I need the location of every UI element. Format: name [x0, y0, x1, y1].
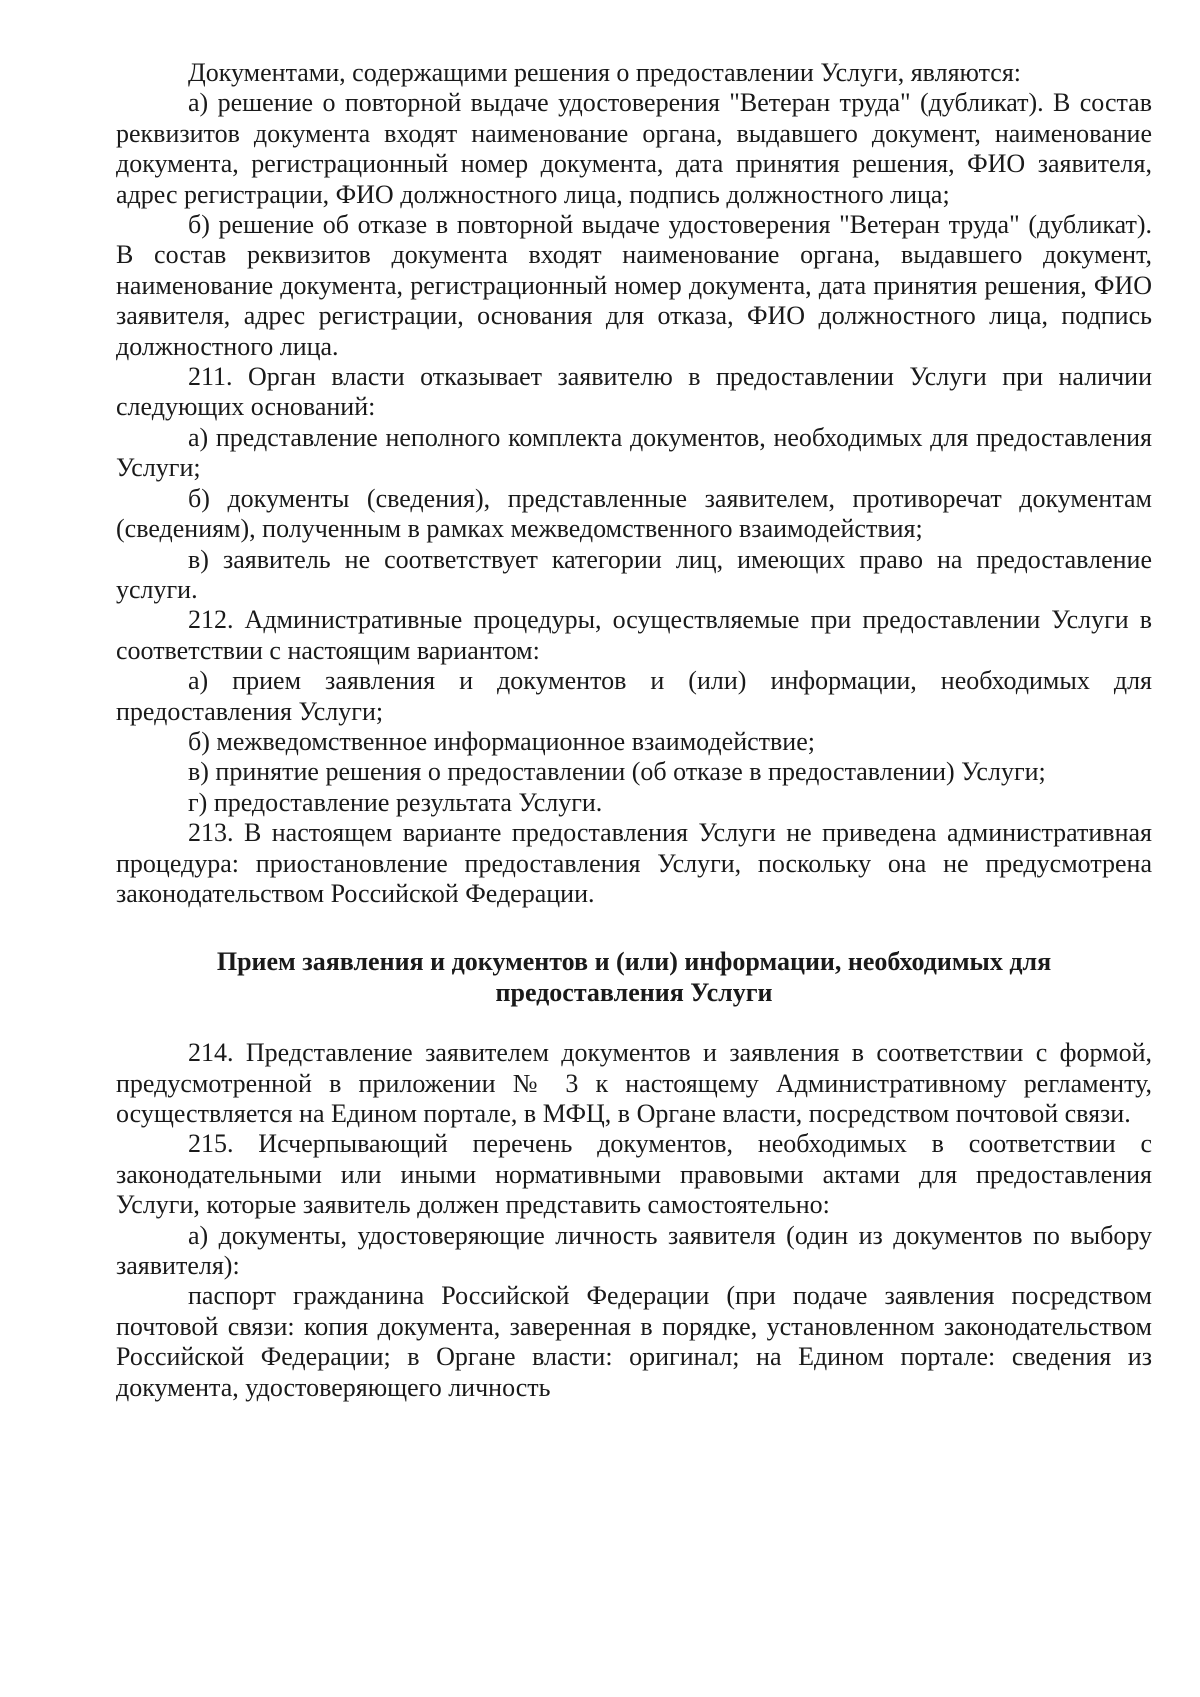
paragraph-214: 214. Представление заявителем документов и заявления в соответствии с формой, предусмотренной в приложении № 3 к настоящему Административному регламенту, осуществляется на Едином портале, в МФЦ, в Органе власти, посредством почтовой связи. [116, 1038, 1152, 1128]
paragraph-passport: паспорт гражданина Российской Федерации (при подаче заявления посредством почтовой связи: копия документа, заверенная в порядке, установленном законодательством Российской Федерации; в Органе власти: оригинал; на Едином портале: сведения из документа, удостоверяющего личность [116, 1281, 1152, 1402]
paragraph-212: 212. Административные процедуры, осуществляемые при предоставлении Услуги в соответствии с настоящим вариантом: [116, 605, 1152, 665]
paragraph-212-d: г) предоставление результата Услуги. [188, 787, 603, 817]
paragraph-211: 211. Орган власти отказывает заявителю в предоставлении Услуги при наличии следующих оснований: [116, 362, 1152, 422]
paragraph-211-c: в) заявитель не соответствует категории лиц, имеющих право на предоставление услуги. [116, 544, 1152, 604]
paragraph-215-a: а) документы, удостоверяющие личность заявителя (один из документов по выбору заявителя): [116, 1220, 1152, 1281]
paragraph-212-a: а) прием заявления и документов и (или) информации, необходимых для предоставления Услуги; [116, 666, 1152, 726]
paragraph-item-a-decision: а) решение о повторной выдаче удостоверения "Ветеран труда" (дубликат). В состав реквизитов документа входят наименование органа, выдавшего документ, наименование документа, регистрационный номер документа, дата принятия решения, ФИО заявителя, адрес регистрации, ФИО должностного лица, подпись должностного лица; [116, 88, 1152, 209]
paragraph-item-b-refusal: б) решение об отказе в повторной выдаче удостоверения "Ветеран труда" (дубликат). В состав реквизитов документа входят наименование органа, выдавшего документ, наименование документа, регистрационный номер документа, дата принятия решения, ФИО заявителя, адрес регистрации, основания для отказа, ФИО должностного лица, подпись должностного лица. [116, 210, 1152, 361]
document-body [116, 58, 1152, 1403]
paragraph-212-b: б) межведомственное информационное взаимодействие; [188, 726, 815, 756]
paragraph-211-b: б) документы (сведения), представленные заявителем, противоречат документам (сведениям), полученным в рамках межведомственного взаимодействия; [116, 483, 1152, 544]
paragraph-intro: Документами, содержащими решения о предоставлении Услуги, являются: [188, 58, 1022, 87]
paragraph-212-c: в) принятие решения о предоставлении (об отказе в предоставлении) Услуги; [188, 757, 1046, 787]
section-heading: Прием заявления и документов и (или) информации, необходимых для предоставления Услуги [216, 947, 1052, 1007]
paragraph-213: 213. В настоящем варианте предоставления Услуги не приведена административная процедура: приостановление предоставления Услуги, поскольку она не предусмотрена законодательством Российской Федерации. [116, 818, 1152, 908]
paragraph-215: 215. Исчерпывающий перечень документов, необходимых в соответствии с законодательными или иными нормативными правовыми актами для предоставления Услуги, которые заявитель должен представить самостоятельно: [116, 1129, 1152, 1220]
paragraph-211-a: а) представление неполного комплекта документов, необходимых для предоставления Услуги; [116, 422, 1152, 483]
